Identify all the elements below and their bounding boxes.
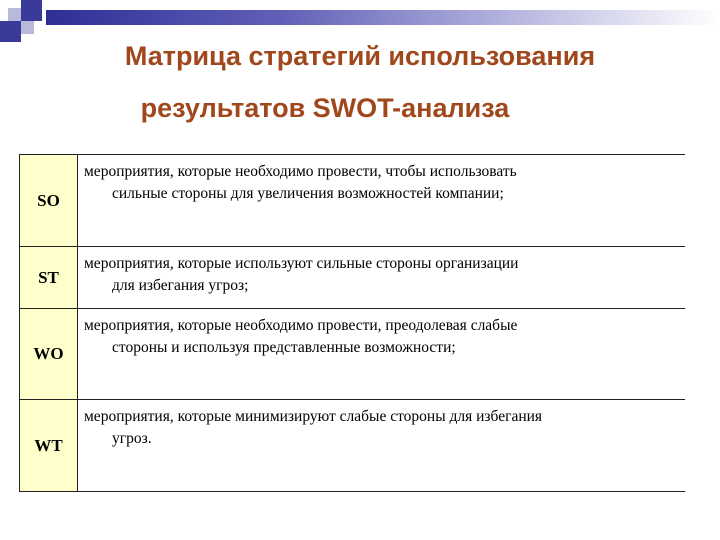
strategy-description <box>78 309 686 400</box>
strategy-code: WT <box>20 400 78 492</box>
corner-square <box>21 0 42 21</box>
strategy-code: ST <box>20 247 78 309</box>
strategy-description <box>78 155 686 247</box>
title-line-1: Матрица стратегий использования <box>124 41 596 71</box>
strategy-description <box>78 247 686 309</box>
description-line: сильные стороны для увеличения возможностей компании; <box>112 185 504 202</box>
strategy-code: WO <box>20 309 78 400</box>
corner-square <box>21 21 34 34</box>
description-line: для избегания угроз; <box>112 277 249 294</box>
description-line: мероприятия, которые необходимо провести, преодолевая слабые <box>84 317 518 334</box>
table-row <box>20 155 686 247</box>
gradient-banner <box>46 10 720 25</box>
description-line: мероприятия, которые используют сильные стороны организации <box>84 255 519 272</box>
table-row <box>20 247 686 309</box>
corner-square <box>0 21 21 42</box>
description-line: угроз. <box>112 430 152 447</box>
strategy-code: SO <box>20 155 78 247</box>
title-line-2: результатов SWOT-анализа <box>140 93 510 123</box>
strategy-description <box>78 400 686 492</box>
table-row <box>20 400 686 492</box>
description-line: мероприятия, которые минимизируют слабые стороны для избегания <box>84 408 543 425</box>
slide-title <box>40 30 680 134</box>
description-line: стороны и используя представленные возможности; <box>112 339 456 356</box>
table-row <box>20 309 686 400</box>
strategy-matrix-table <box>19 154 685 492</box>
corner-square <box>8 8 21 21</box>
description-line: мероприятия, которые необходимо провести, чтобы использовать <box>84 163 517 180</box>
